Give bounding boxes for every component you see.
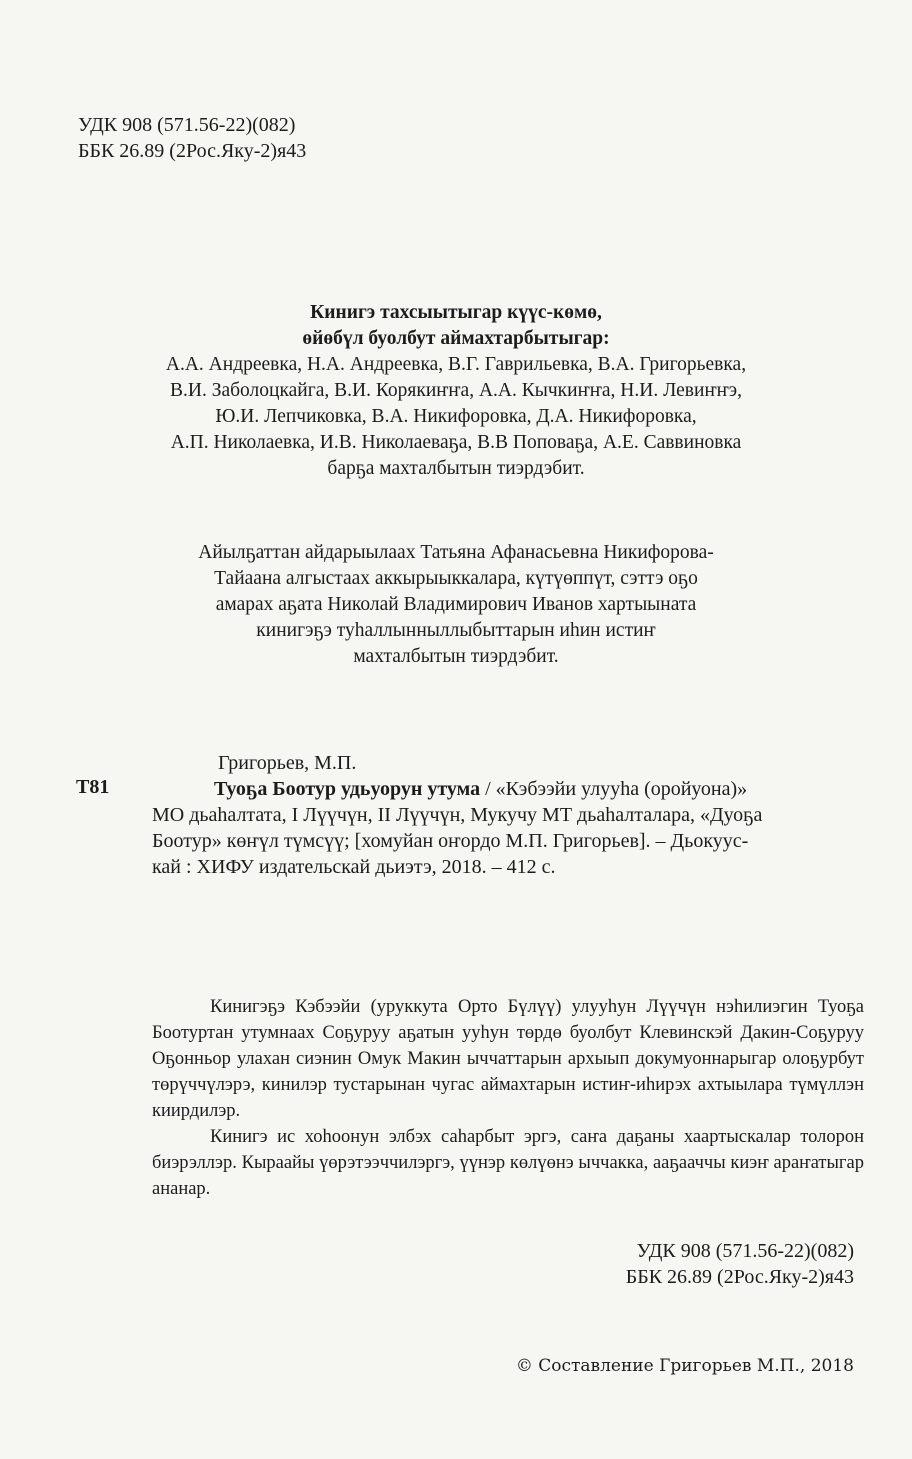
udk-code: УДК 908 (571.56-22)(082) — [78, 114, 296, 136]
acknowledgement-line: барҕа махталбытын тиэрдэбит. — [327, 458, 585, 479]
bbk-code: ББК 26.89 (2Рос.Яку-2)я43 — [78, 140, 307, 162]
catalog-entry — [152, 776, 864, 880]
acknowledgement-line: амарах аҕата Николай Владимирович Иванов хартыыната — [215, 594, 697, 615]
abstract-paragraph: Кинигэҕэ Кэбээйи (уруккута Орто Бүлүү) улууһун Лүүчүн нэһилиэгин Туоҕа Боотуртан утумнаах Соҕуруу аҕатын ууһун төрдө буолбут Клевинскэй Дакин-Соҕуруу Оҕонньор улахан сиэнин Омук Макин ыччаттарын архыып докумуоннарыгар олоҕурбут төрүччүлэрэ, кинилэр тустарынан чугас аймахтарын истиҥ-иһирэх ахтыылара түмүллэн киирдилэр. — [152, 997, 864, 1121]
acknowledgement-heading: Кинигэ тахсыытыгар күүс-көмө, — [310, 302, 602, 323]
catalog-entry-line: / «Кэбээйи улууһа (оройуона)» — [480, 778, 748, 800]
acknowledgement-relatives — [0, 300, 912, 482]
book-title: Туоҕа Боотур удьуорун утума — [214, 778, 481, 800]
acknowledgement-line: Ю.И. Лепчиковка, В.А. Никифоровка, Д.А. Никифоровка, — [215, 406, 697, 427]
udk-bbk-header — [78, 112, 306, 164]
abstract — [152, 994, 864, 1202]
acknowledgement-heading: өйөбүл буолбут аймахтарбытыгар: — [302, 328, 610, 349]
catalog-entry-line: МО дьаһалтата, I Лүүчүн, II Лүүчүн, Мукучу МТ дьаһалталара, «Дуоҕа — [152, 804, 763, 826]
catalog-entry-line: Боотур» көҥүл түмсүү; [хомуйан оҥордо М.П. Григорьев]. – Дьокуус- — [152, 830, 749, 852]
acknowledgement-line: Тайаана алгыстаах аккырыыккалара, күтүөппүт, сэттэ оҕо — [214, 568, 698, 589]
bbk-code: ББК 26.89 (2Рос.Яку-2)я43 — [625, 1266, 854, 1288]
abstract-paragraph: Кинигэ ис хоһоонун элбэх саһарбыт эргэ, саҥа даҕаны хаартыскалар толорон биэрэллэр. Кыраайы үөрэтээччилэргэ, үүнэр көлүөнэ ыччакка, ааҕааччы киэҥ араҥатыгар ананар. — [152, 1127, 864, 1199]
acknowledgement-line: А.П. Николаевка, И.В. Николаеваҕа, В.В Поповаҕа, А.Е. Саввиновка — [170, 432, 742, 453]
udk-code: УДК 908 (571.56-22)(082) — [636, 1240, 854, 1262]
catalog-code: Т81 — [76, 776, 110, 798]
acknowledgement-line: В.И. Заболоцкайга, В.И. Корякиҥҥа, А.А. Кычкиҥҥа, Н.И. Левиҥҥэ, — [169, 380, 742, 401]
copyright-notice: © Составление Григорьев М.П., 2018 — [515, 1356, 854, 1376]
acknowledgement-line: махталбытын тиэрдэбит. — [353, 646, 559, 667]
acknowledgement-line: А.А. Андреевка, Н.А. Андреевка, В.Г. Гаврильевка, В.А. Григорьевка, — [165, 354, 747, 375]
acknowledgement-line: Айылҕаттан айдарыылаах Татьяна Афанасьевна Никифорова- — [198, 542, 714, 563]
acknowledgement-artist — [0, 540, 912, 670]
acknowledgement-line: кинигэҕэ туһаллынныллыбыттарын иһин истиҥ — [256, 620, 656, 641]
catalog-author: Григорьев, М.П. — [218, 752, 357, 774]
udk-bbk-footer — [626, 1238, 854, 1290]
catalog-entry-line: кай : ХИФУ издательскай дьиэтэ, 2018. – 412 с. — [152, 856, 556, 878]
